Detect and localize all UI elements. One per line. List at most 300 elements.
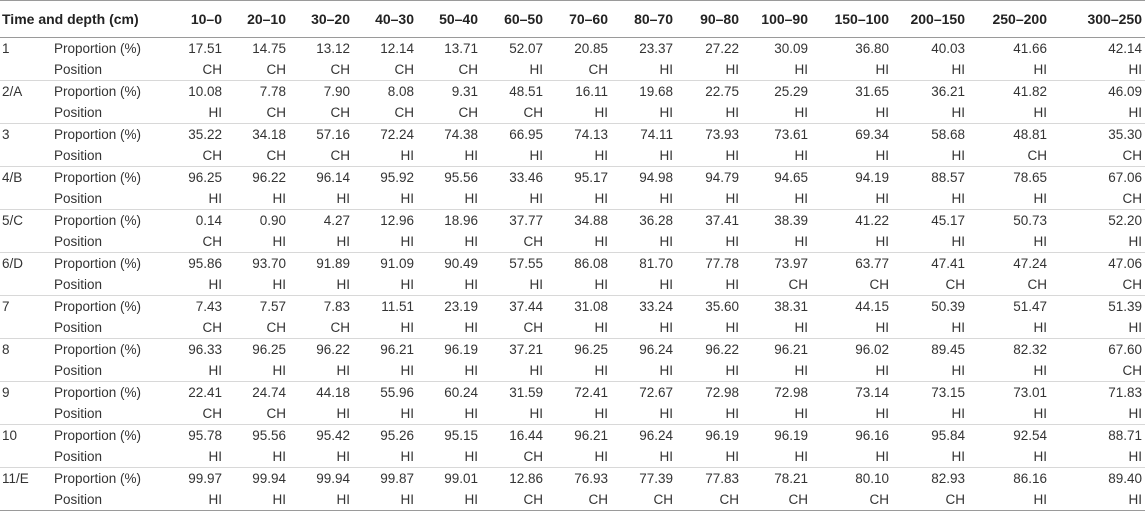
measure-label: Position [54,234,103,249]
position-cell: HI [968,489,1050,511]
table-row-position [0,446,1145,468]
proportion-cell: 50.39 [892,296,968,318]
time-label: 8 [0,339,54,361]
proportion-cell: 7.90 [289,81,353,103]
position-cell: HI [875,234,889,249]
proportion-cell: 63.77 [811,253,892,275]
proportion-cell: 31.65 [811,81,892,103]
position-cell: HI [725,105,739,120]
proportion-cell: 40.03 [931,41,965,56]
proportion-cell: 48.51 [481,81,546,103]
position-cell: CH [330,320,350,335]
proportion-cell: 14.75 [252,41,286,56]
proportion-cell: 33.24 [611,296,676,318]
table-row-position [0,102,1145,124]
position-cell: HI [400,234,414,249]
position-cell: HI [529,363,543,378]
proportion-cell: 7.57 [225,296,289,318]
position-cell: CH [788,277,808,292]
proportion-cell: 95.56 [417,167,481,189]
proportion-cell: 17.51 [188,41,222,56]
header-depth: 250–200 [968,1,1050,38]
proportion-cell: 99.01 [417,468,481,490]
measure-label: Proportion (%) [54,425,159,447]
empty-cell [0,231,54,253]
position-cell: HI [272,277,286,292]
time-label: 2/A [0,81,54,103]
measure-label: Position [54,489,159,511]
table-row-proportion [0,81,1145,103]
proportion-cell: 37.41 [676,210,742,232]
measure-label: Position [54,406,103,421]
time-label: 4/B [0,167,54,189]
position-cell: CH [1122,148,1142,163]
position-cell: HI [951,449,965,464]
proportion-cell: 7.83 [289,296,353,318]
position-cell: HI [1033,406,1047,421]
position-cell: HI [594,363,608,378]
position-cell: HI [725,363,739,378]
proportion-cell: 77.83 [676,468,742,490]
proportion-cell: 95.92 [353,167,417,189]
proportion-cell: 73.61 [742,124,811,146]
proportion-cell: 95.84 [892,425,968,447]
position-cell: HI [529,406,543,421]
time-label: 3 [0,124,54,146]
table-row-proportion [0,425,1145,447]
position-cell: CH [394,105,414,120]
position-cell: HI [951,320,965,335]
position-cell: HI [1033,234,1047,249]
position-cell: HI [1033,320,1047,335]
proportion-cell: 95.56 [225,425,289,447]
position-cell: CH [523,234,543,249]
header-depth: 40–30 [353,1,417,38]
position-cell: HI [1128,320,1142,335]
proportion-cell: 35.22 [159,124,225,146]
position-cell: HI [272,191,286,206]
proportion-cell: 72.24 [353,124,417,146]
position-cell: HI [464,449,478,464]
header-depth: 10–0 [159,1,225,38]
table-row-proportion [0,339,1145,361]
proportion-cell: 35.30 [1050,124,1145,146]
position-cell: HI [208,191,222,206]
position-cell: HI [159,489,225,511]
proportion-cell: 47.06 [1050,253,1145,275]
header-depth: 150–100 [811,1,892,38]
header-depth: 20–10 [225,1,289,38]
proportion-cell: 46.09 [1050,81,1145,103]
proportion-cell: 96.14 [289,167,353,189]
proportion-cell: 7.43 [159,296,225,318]
position-cell: HI [400,363,414,378]
proportion-cell: 50.73 [968,210,1050,232]
table-row-proportion [0,296,1145,318]
proportion-cell: 7.78 [225,81,289,103]
proportion-cell: 78.21 [742,468,811,490]
proportion-cell: 89.45 [892,339,968,361]
proportion-cell: 88.71 [1050,425,1145,447]
position-cell: CH [202,320,222,335]
proportion-cell: 88.57 [892,167,968,189]
measure-label: Position [54,277,103,292]
position-cell: HI [794,363,808,378]
proportion-cell: 35.60 [676,296,742,318]
position-cell: CH [546,489,611,511]
position-cell: CH [266,105,286,120]
header-depth: 200–150 [892,1,968,38]
proportion-cell: 94.19 [811,167,892,189]
header-depth: 300–250 [1050,1,1145,38]
proportion-cell: 96.19 [417,339,481,361]
position-cell: CH [1027,277,1047,292]
proportion-cell: 34.18 [225,124,289,146]
position-cell: HI [725,234,739,249]
proportion-cell: 60.24 [417,382,481,404]
proportion-cell: 72.98 [676,382,742,404]
proportion-cell: 93.70 [225,253,289,275]
proportion-cell: 22.41 [159,382,225,404]
position-cell: CH [202,234,222,249]
proportion-cell: 9.31 [417,81,481,103]
time-label: 11/E [0,468,54,490]
proportion-cell: 91.89 [289,253,353,275]
proportion-cell: 86.08 [546,253,611,275]
proportion-cell: 16.11 [546,81,611,103]
proportion-cell: 73.14 [811,382,892,404]
position-cell: CH [588,62,608,77]
proportion-cell: 99.94 [225,468,289,490]
position-cell: CH [869,277,889,292]
position-cell: CH [811,489,892,511]
proportion-cell: 96.25 [159,167,225,189]
position-cell: HI [659,449,673,464]
proportion-cell: 47.41 [892,253,968,275]
position-cell: HI [875,406,889,421]
measure-label: Proportion (%) [54,382,159,404]
position-cell: HI [400,148,414,163]
proportion-cell: 0.90 [225,210,289,232]
proportion-cell: 95.15 [417,425,481,447]
proportion-cell: 37.21 [481,339,546,361]
position-cell: HI [529,277,543,292]
position-cell: CH [892,489,968,511]
position-cell: HI [336,234,350,249]
position-cell: HI [594,449,608,464]
proportion-cell: 10.08 [159,81,225,103]
position-cell: HI [875,105,889,120]
position-cell: HI [1033,191,1047,206]
position-cell: HI [659,191,673,206]
proportion-cell: 58.68 [892,124,968,146]
position-cell: HI [725,449,739,464]
position-cell: HI [400,277,414,292]
proportion-cell: 30.09 [774,41,808,56]
proportion-cell: 13.71 [444,41,478,56]
position-cell: CH [523,449,543,464]
position-cell: HI [464,406,478,421]
position-cell: HI [1050,489,1145,511]
position-cell: HI [794,449,808,464]
position-cell: CH [330,148,350,163]
position-cell: CH [945,277,965,292]
header-depth: 70–60 [546,1,611,38]
position-cell: HI [208,277,222,292]
position-cell: CH [481,489,546,511]
position-cell: CH [458,62,478,77]
proportion-cell: 44.18 [289,382,353,404]
position-cell: HI [794,406,808,421]
position-cell: CH [202,62,222,77]
position-cell: HI [1128,62,1142,77]
proportion-cell: 96.02 [811,339,892,361]
proportion-cell: 76.93 [546,468,611,490]
header-depth: 80–70 [611,1,676,38]
proportion-cell: 82.32 [968,339,1050,361]
position-cell: CH [202,406,222,421]
position-cell: HI [208,105,222,120]
proportion-cell: 23.19 [417,296,481,318]
proportion-cell: 37.44 [481,296,546,318]
measure-label: Proportion (%) [54,167,159,189]
position-cell: HI [1128,406,1142,421]
proportion-cell: 72.98 [742,382,811,404]
proportion-cell: 96.25 [225,339,289,361]
measure-label: Position [54,191,103,206]
measure-label: Proportion (%) [54,468,159,490]
position-cell: CH [202,148,222,163]
header-depth: 30–20 [289,1,353,38]
proportion-cell: 41.66 [1013,41,1047,56]
empty-cell [0,489,54,511]
proportion-cell: 55.96 [353,382,417,404]
position-cell: HI [951,62,965,77]
empty-cell [0,446,54,468]
proportion-cell: 36.28 [611,210,676,232]
proportion-cell: 71.83 [1050,382,1145,404]
proportion-cell: 73.93 [676,124,742,146]
proportion-cell: 86.16 [968,468,1050,490]
proportion-cell: 69.34 [811,124,892,146]
proportion-cell: 4.27 [289,210,353,232]
measure-label: Position [54,148,103,163]
proportion-cell: 78.65 [968,167,1050,189]
position-cell: HI [336,363,350,378]
measure-label: Position [54,105,103,120]
proportion-cell: 13.12 [316,41,350,56]
table-row-position [0,360,1145,382]
table-row-proportion [0,167,1145,189]
proportion-cell: 73.97 [742,253,811,275]
proportion-cell: 99.94 [289,468,353,490]
proportion-cell: 67.06 [1050,167,1145,189]
position-cell: HI [464,277,478,292]
proportion-cell: 96.24 [611,339,676,361]
position-cell: HI [336,406,350,421]
position-cell: HI [659,234,673,249]
time-label: 7 [0,296,54,318]
proportion-cell: 94.98 [611,167,676,189]
table-row-position [0,145,1145,167]
position-cell: HI [659,148,673,163]
empty-cell [0,360,54,382]
position-cell: HI [875,62,889,77]
position-cell: HI [725,406,739,421]
position-cell: HI [794,148,808,163]
position-cell: HI [1033,62,1047,77]
measure-label: Proportion (%) [54,253,159,275]
proportion-cell: 95.42 [289,425,353,447]
position-cell: HI [659,320,673,335]
position-cell: HI [875,449,889,464]
position-cell: CH [611,489,676,511]
proportion-cell: 96.16 [811,425,892,447]
measure-label: Proportion (%) [54,339,159,361]
position-cell: HI [794,320,808,335]
position-cell: HI [659,363,673,378]
proportion-cell: 96.24 [611,425,676,447]
measure-label: Position [54,62,103,77]
proportion-cell: 23.37 [639,41,673,56]
proportion-cell: 77.78 [676,253,742,275]
time-label: 9 [0,382,54,404]
empty-cell [0,145,54,167]
position-cell: CH [1122,363,1142,378]
table-row-position [0,317,1145,339]
position-cell: CH [458,105,478,120]
time-label: 5/C [0,210,54,232]
proportion-cell: 44.15 [811,296,892,318]
proportion-cell: 99.97 [159,468,225,490]
position-cell: HI [951,363,965,378]
position-cell: HI [951,234,965,249]
position-cell: HI [272,449,286,464]
proportion-cell: 37.77 [481,210,546,232]
position-cell: HI [1128,449,1142,464]
position-cell: HI [951,105,965,120]
time-label: 1 [2,41,10,56]
position-cell: HI [225,489,289,511]
position-cell: HI [400,320,414,335]
proportion-cell: 94.65 [742,167,811,189]
proportion-cell: 66.95 [481,124,546,146]
position-cell: CH [1027,148,1047,163]
position-cell: HI [725,148,739,163]
position-cell: HI [1128,234,1142,249]
position-cell: CH [330,105,350,120]
proportion-cell: 45.17 [892,210,968,232]
position-cell: HI [1128,105,1142,120]
proportion-cell: 19.68 [611,81,676,103]
empty-cell [0,274,54,296]
header-depth: 90–80 [676,1,742,38]
proportion-cell: 42.14 [1108,41,1142,56]
header-depth: 60–50 [481,1,546,38]
measure-label: Position [54,449,103,464]
proportion-cell: 36.80 [855,41,889,56]
proportion-cell: 33.46 [481,167,546,189]
position-cell: HI [336,191,350,206]
proportion-cell: 47.24 [968,253,1050,275]
proportion-cell: 38.39 [742,210,811,232]
position-cell: CH [330,62,350,77]
position-cell: HI [951,148,965,163]
position-cell: HI [400,406,414,421]
proportion-cell: 48.81 [968,124,1050,146]
position-cell: HI [794,191,808,206]
proportion-cell: 96.21 [742,339,811,361]
proportion-cell: 52.07 [509,41,543,56]
position-cell: CH [523,320,543,335]
proportion-cell: 96.22 [289,339,353,361]
position-cell: HI [529,191,543,206]
time-label: 6/D [0,253,54,275]
table-row-position [0,59,1145,81]
proportion-cell: 80.10 [811,468,892,490]
position-cell: HI [289,489,353,511]
proportion-cell: 92.54 [968,425,1050,447]
table-row-proportion [0,210,1145,232]
position-cell: HI [594,277,608,292]
position-cell: HI [659,277,673,292]
position-cell: HI [659,62,673,77]
measure-label: Proportion (%) [54,296,159,318]
position-cell: HI [272,363,286,378]
proportion-cell: 95.26 [353,425,417,447]
proportion-cell: 89.40 [1050,468,1145,490]
proportion-cell: 95.78 [159,425,225,447]
position-cell: HI [794,62,808,77]
proportion-cell: 25.29 [742,81,811,103]
measure-label: Proportion (%) [54,124,159,146]
position-cell: HI [594,191,608,206]
proportion-cell: 81.70 [611,253,676,275]
table-row-position [0,489,1145,511]
table-row-proportion [0,253,1145,275]
proportion-cell: 74.11 [611,124,676,146]
position-cell: CH [523,105,543,120]
measure-label: Position [54,320,103,335]
proportion-cell: 77.39 [611,468,676,490]
position-cell: HI [875,320,889,335]
table-row-position [0,188,1145,210]
empty-cell [0,59,54,81]
position-cell: CH [266,148,286,163]
proportion-cell: 16.44 [481,425,546,447]
position-cell: HI [1033,105,1047,120]
table-row-proportion [0,382,1145,404]
proportion-cell: 72.41 [546,382,611,404]
table-row-position [0,403,1145,425]
position-cell: HI [594,105,608,120]
proportion-cell: 96.21 [546,425,611,447]
empty-cell [0,102,54,124]
proportion-cell: 96.21 [353,339,417,361]
position-cell: CH [1122,191,1142,206]
empty-cell [0,188,54,210]
proportion-cell: 73.15 [892,382,968,404]
proportion-cell: 96.19 [742,425,811,447]
proportion-cell: 96.22 [676,339,742,361]
position-cell: HI [725,277,739,292]
proportion-cell: 57.16 [289,124,353,146]
proportion-cell: 72.67 [611,382,676,404]
table-row-position [0,231,1145,253]
proportion-cell: 11.51 [353,296,417,318]
position-cell: HI [464,148,478,163]
proportion-cell: 51.39 [1050,296,1145,318]
